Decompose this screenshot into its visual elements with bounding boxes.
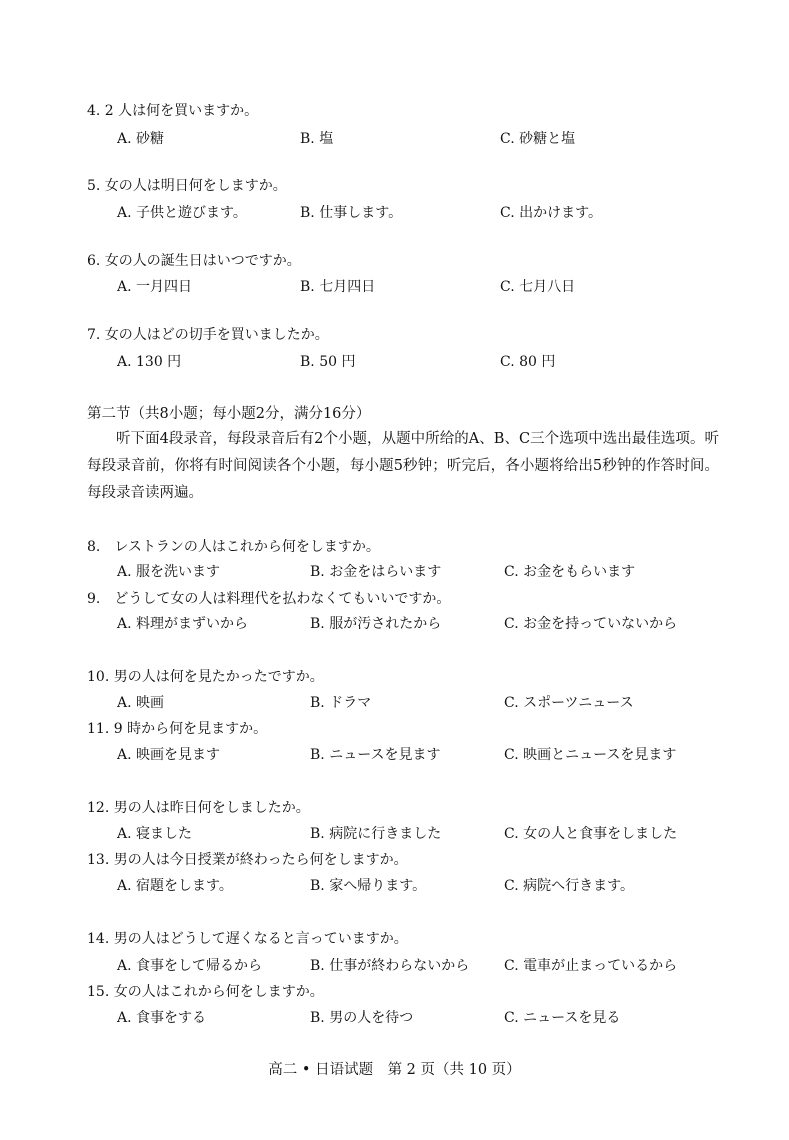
option-c: C. ニュースを見る — [504, 1010, 621, 1026]
option-c: C. 病院へ行きます。 — [504, 878, 634, 894]
option-b: B. 男の人を待つ — [310, 1010, 414, 1026]
option-b: B. 病院に行きました — [310, 826, 442, 842]
question-8-options — [117, 561, 757, 581]
option-c: C. 女の人と食事をしました — [504, 826, 678, 842]
option-c: C. お金を持っていないから — [504, 616, 678, 632]
option-a: A. 料理がまずいから — [117, 616, 249, 632]
question-7-options — [117, 351, 757, 371]
option-a: A. 寝ました — [117, 826, 193, 842]
option-a: A. 砂糖 — [117, 131, 165, 147]
option-b: B. 七月四日 — [300, 279, 376, 295]
option-a: A. 130 円 — [117, 354, 182, 370]
option-b: B. 仕事が終わらないから — [310, 958, 470, 974]
option-c: C. 映画とニュースを見ます — [504, 747, 677, 763]
question-4-options — [117, 128, 757, 148]
question-5: 5. 女の人は明日何をしますか。 — [87, 178, 287, 194]
page-footer: 高二 • 日语试题 第 2 页（共 10 页） — [268, 1062, 521, 1078]
option-b: B. 家へ帰ります。 — [310, 878, 427, 894]
option-c: C. お金をもらいます — [504, 564, 636, 580]
option-a: A. 映画を見ます — [117, 747, 221, 763]
option-b: B. ドラマ — [310, 695, 372, 711]
option-a: A. 一月四日 — [117, 279, 193, 295]
option-c: C. 80 円 — [500, 354, 556, 370]
question-10: 10. 男の人は何を見たかったですか。 — [87, 669, 324, 685]
section-heading: 第二节（共8小题；每小题2分，满分16分） — [87, 406, 371, 422]
question-7: 7. 女の人はどの切手を買いましたか。 — [87, 327, 329, 343]
question-13-options — [117, 875, 757, 895]
question-14: 14. 男の人はどうして遅くなると言っていますか。 — [87, 931, 408, 947]
option-b: B. 50 円 — [300, 354, 356, 370]
question-15-options — [117, 1007, 757, 1027]
option-b: B. ニュースを見ます — [310, 747, 441, 763]
option-c: C. スポーツニュース — [504, 695, 634, 711]
question-11: 11. 9 時から何を見ますか。 — [87, 721, 268, 737]
option-c: C. 砂糖と塩 — [500, 131, 576, 147]
question-13: 13. 男の人は今日授業が終わったら何をしますか。 — [87, 852, 408, 868]
question-10-options — [117, 692, 757, 712]
question-12-options — [117, 823, 757, 843]
option-b: B. 仕事します。 — [300, 205, 403, 221]
option-a: A. 子供と遊びます。 — [117, 205, 247, 221]
option-a: A. 服を洗います — [117, 564, 221, 580]
option-a: A. 食事をする — [117, 1010, 207, 1026]
question-8: 8. レストランの人はこれから何をしますか。 — [87, 539, 380, 555]
question-14-options — [117, 955, 757, 975]
question-11-options — [117, 744, 757, 764]
option-a: A. 宿題をします。 — [117, 878, 233, 894]
instructions-text: 听下面4段录音，每段录音后有2个小题，从题中所给的A、B、C三个选项中选出最佳选项。听每段录音前，你将有时间阅读各个小题，每小题5秒钟；听完后，各小题将给出5秒钟的作答时间。每段录音读两遍。 — [87, 431, 719, 501]
option-c: C. 七月八日 — [500, 279, 576, 295]
question-12: 12. 男の人は昨日何をしましたか。 — [87, 800, 310, 816]
question-5-options — [117, 202, 757, 222]
question-9-options — [117, 613, 757, 633]
option-b: B. 服が汚されたから — [310, 616, 442, 632]
question-15: 15. 女の人はこれから何をしますか。 — [87, 984, 324, 1000]
question-4: 4. 2 人は何を買いますか。 — [87, 103, 259, 119]
option-a: A. 映画 — [117, 695, 165, 711]
option-c: C. 電車が止まっているから — [504, 958, 678, 974]
question-9: 9. どうして女の人は料理代を払わなくてもいいですか。 — [87, 591, 451, 607]
option-b: B. 塩 — [300, 131, 334, 147]
section-instructions — [87, 426, 719, 507]
question-6: 6. 女の人の誕生日はいつですか。 — [87, 253, 301, 269]
question-6-options — [117, 276, 757, 296]
option-a: A. 食事をして帰るから — [117, 958, 263, 974]
option-c: C. 出かけます。 — [500, 205, 602, 221]
option-b: B. お金をはらいます — [310, 564, 442, 580]
